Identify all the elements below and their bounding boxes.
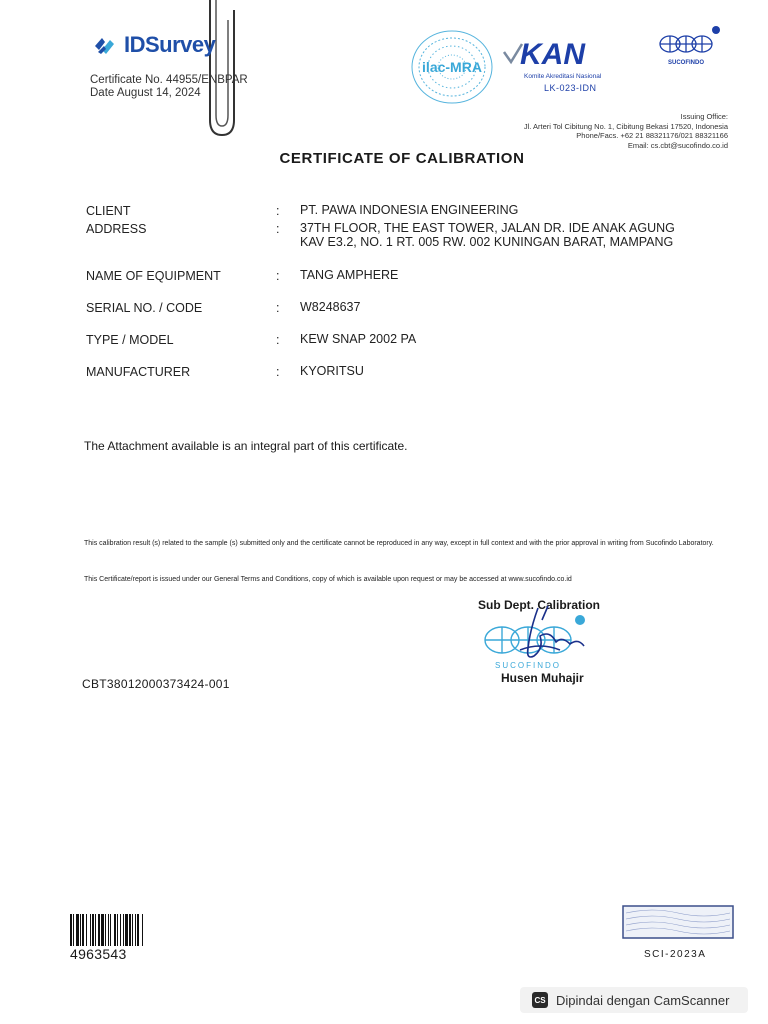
- kan-logo: [502, 38, 622, 98]
- signatory-name: Husen Muhajir: [501, 671, 584, 685]
- type-value: KEW SNAP 2002 PA: [300, 332, 417, 346]
- barcode-bar: [80, 914, 81, 946]
- barcode-bar: [98, 914, 100, 946]
- serial-colon: :: [276, 301, 280, 315]
- signatory-department: Sub Dept. Calibration: [478, 598, 601, 612]
- barcode-bar: [142, 914, 143, 946]
- barcode-bar: [110, 914, 111, 946]
- barcode-bar: [95, 914, 96, 946]
- manufacturer-label: MANUFACTURER: [86, 365, 191, 379]
- barcode-bar: [90, 914, 91, 946]
- issuing-office-block: [524, 112, 728, 150]
- barcode-bar: [70, 914, 72, 946]
- barcode-bar: [82, 914, 84, 946]
- equipment-value: TANG AMPHERE: [300, 268, 399, 282]
- barcode-bar: [135, 914, 136, 946]
- address-line-2: KAV E3.2, NO. 1 RT. 005 RW. 002 KUNINGAN BARAT, MAMPANG: [300, 235, 674, 249]
- equipment-colon: :: [276, 269, 280, 283]
- barcode-bar: [101, 914, 104, 946]
- barcode-bar: [117, 914, 118, 946]
- barcode-bar: [123, 914, 124, 946]
- barcode-bar: [129, 914, 131, 946]
- camscanner-text: Dipindai dengan CamScanner: [556, 992, 730, 1008]
- address-label: ADDRESS: [86, 222, 147, 236]
- client-value: PT. PAWA INDONESIA ENGINEERING: [300, 203, 519, 217]
- issuing-office-phone: Phone/Facs. +62 21 88321176/021 88321166: [576, 131, 728, 140]
- manufacturer-colon: :: [276, 365, 280, 379]
- idsurvey-mark-icon: [92, 32, 118, 58]
- barcode-bar: [73, 914, 74, 946]
- certificate-date: Date August 14, 2024: [90, 87, 201, 99]
- barcode-number: 4963543: [70, 946, 127, 962]
- address-line-1: 37TH FLOOR, THE EAST TOWER, JALAN DR. IDE ANAK AGUNG: [300, 221, 675, 235]
- serial-value: W8248637: [300, 300, 361, 314]
- sucofindo-logo-text: SUCOFINDO: [668, 60, 704, 66]
- ilac-text: ilac-MRA: [422, 59, 482, 75]
- idsurvey-logo: [92, 30, 215, 60]
- idsurvey-wordmark: IDSurvey: [124, 32, 216, 57]
- attachment-note: The Attachment available is an integral part of this certificate.: [84, 439, 408, 453]
- document-title: CERTIFICATE OF CALIBRATION: [279, 150, 525, 167]
- document-code: CBT38012000373424-001: [82, 677, 230, 691]
- serial-label: SERIAL NO. / CODE: [86, 301, 203, 315]
- address-colon: :: [276, 222, 280, 236]
- issuing-office-email: Email: cs.cbt@sucofindo.co.id: [627, 140, 728, 150]
- barcode-bar: [125, 914, 128, 946]
- issuing-office-label: Issuing Office:: [680, 112, 728, 121]
- barcode-bar: [120, 914, 121, 946]
- barcode-bar: [132, 914, 133, 946]
- client-label: CLIENT: [86, 204, 131, 218]
- disclaimer-reproduction: This calibration result (s) related to the sample (s) submitted only and the certificate cannot be reproduced in any way, except in full context and with the prior approval in writing from Sucofindo Laboratory.: [84, 540, 714, 547]
- equipment-label: NAME OF EQUIPMENT: [86, 269, 221, 283]
- barcode-bar: [105, 914, 106, 946]
- barcode-bar: [92, 914, 94, 946]
- barcode-bar: [137, 914, 139, 946]
- barcode-bar: [108, 914, 109, 946]
- type-label: TYPE / MODEL: [86, 333, 174, 347]
- hologram-seal: [622, 905, 734, 939]
- address-value: [300, 221, 675, 249]
- ilac-mra-logo: [408, 28, 496, 106]
- handwritten-signature: [500, 600, 590, 670]
- stamp-text: SUCOFINDO: [495, 661, 561, 670]
- sucofindo-logo: [656, 22, 728, 68]
- issuing-office-address: Jl. Arteri Tol Cibitung No. 1, Cibitung Bekasi 17520, Indonesia: [523, 121, 728, 131]
- certificate-number: Certificate No. 44955/ENBPAR: [90, 74, 248, 86]
- client-colon: :: [276, 204, 280, 218]
- kan-word: KAN: [520, 38, 585, 71]
- barcode-bar: [86, 914, 87, 946]
- form-code: SCI-2023A: [644, 949, 707, 960]
- barcode-image: [70, 914, 182, 946]
- manufacturer-value: KYORITSU: [300, 364, 364, 378]
- barcode-bar: [76, 914, 79, 946]
- kan-subtitle: Komite Akreditasi Nasional: [524, 73, 602, 80]
- paperclip-image: [200, 0, 245, 140]
- camscanner-watermark: [520, 987, 748, 1013]
- kan-code: LK-023-IDN: [544, 83, 597, 93]
- disclaimer-terms: This Certificate/report is issued under our General Terms and Conditions, copy of which is available upon request or may be accessed at www.sucofindo.co.id: [84, 576, 572, 583]
- camscanner-icon: CS: [532, 992, 548, 1008]
- barcode-bar: [114, 914, 116, 946]
- type-colon: :: [276, 333, 280, 347]
